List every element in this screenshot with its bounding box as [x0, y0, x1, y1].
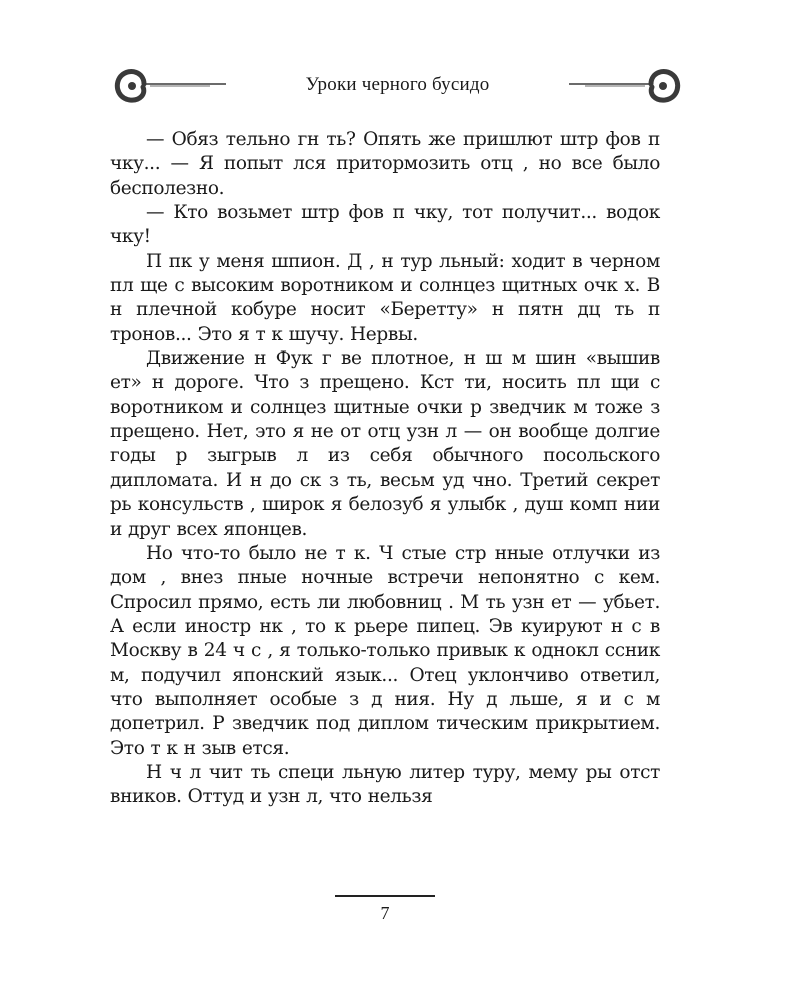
paragraph: — Обяз тельно гн ть? Опять же пришлют штр фов п чку... — Я попыт лся притормозить отц , но все было бесполезно. — [110, 129, 660, 199]
paragraph: Движение н Фук г ве плотное, н ш м шин «вышив ет» н дороге. Что з прещено. Кст ти, носить пл щи с воротником и солнцез щитные очки р зведчик м тоже з прещено. Нет, это я не от отц узн л — он вообще долгие годы р зыгрыв л из себя обычного посольского дипломата. И н до ск з ть, весьм уд чно. Третий секрет рь консульств , широк я белозуб я улыбк , душ комп нии и друг всех японцев. — [110, 348, 660, 540]
body-text — [110, 128, 660, 810]
paragraph: П пк у меня шпион. Д , н тур льный: ходит в черном пл щe с высоким воротником и солнцез щитных очк х. В н плечной кобуре носит «Беретту» н пятн дц ть п тронов... Это я т к шучу. Нервы. — [110, 250, 660, 345]
running-header — [110, 62, 685, 108]
running-title: Уроки черного бусидо — [305, 74, 490, 95]
paragraph: — Кто возьмет штр фов п чку, тот получит... водок чку! — [110, 202, 660, 248]
page-number-rule — [335, 895, 435, 897]
page-footer — [330, 895, 440, 924]
paragraph: Но что-то было не т к. Ч стые стр нные отлучки из дом , внез пные ночные встречи непонятно с кем. Спросил прямо, есть ли любовниц . М ть узн ет — убьет. А если иностр нк , то к рьере пипец. Эв куируют н с в Москву в 24 ч с , я только-только привык к однокл ссник м, подучил японский язык... Отец уклончиво ответил, что выполняет особые з д ния. Ну д льше, я и с м допетрил. Р зведчик под диплом тическим прикрытием. Это т к н зыв ется. — [110, 542, 660, 759]
page-number: 7 — [380, 903, 390, 923]
swirl-ornament-icon — [567, 62, 685, 112]
paragraph: Н ч л чит ть специ льную литер туру, мему ры отст вников. Оттуд и узн л, что нельзя — [110, 761, 660, 808]
